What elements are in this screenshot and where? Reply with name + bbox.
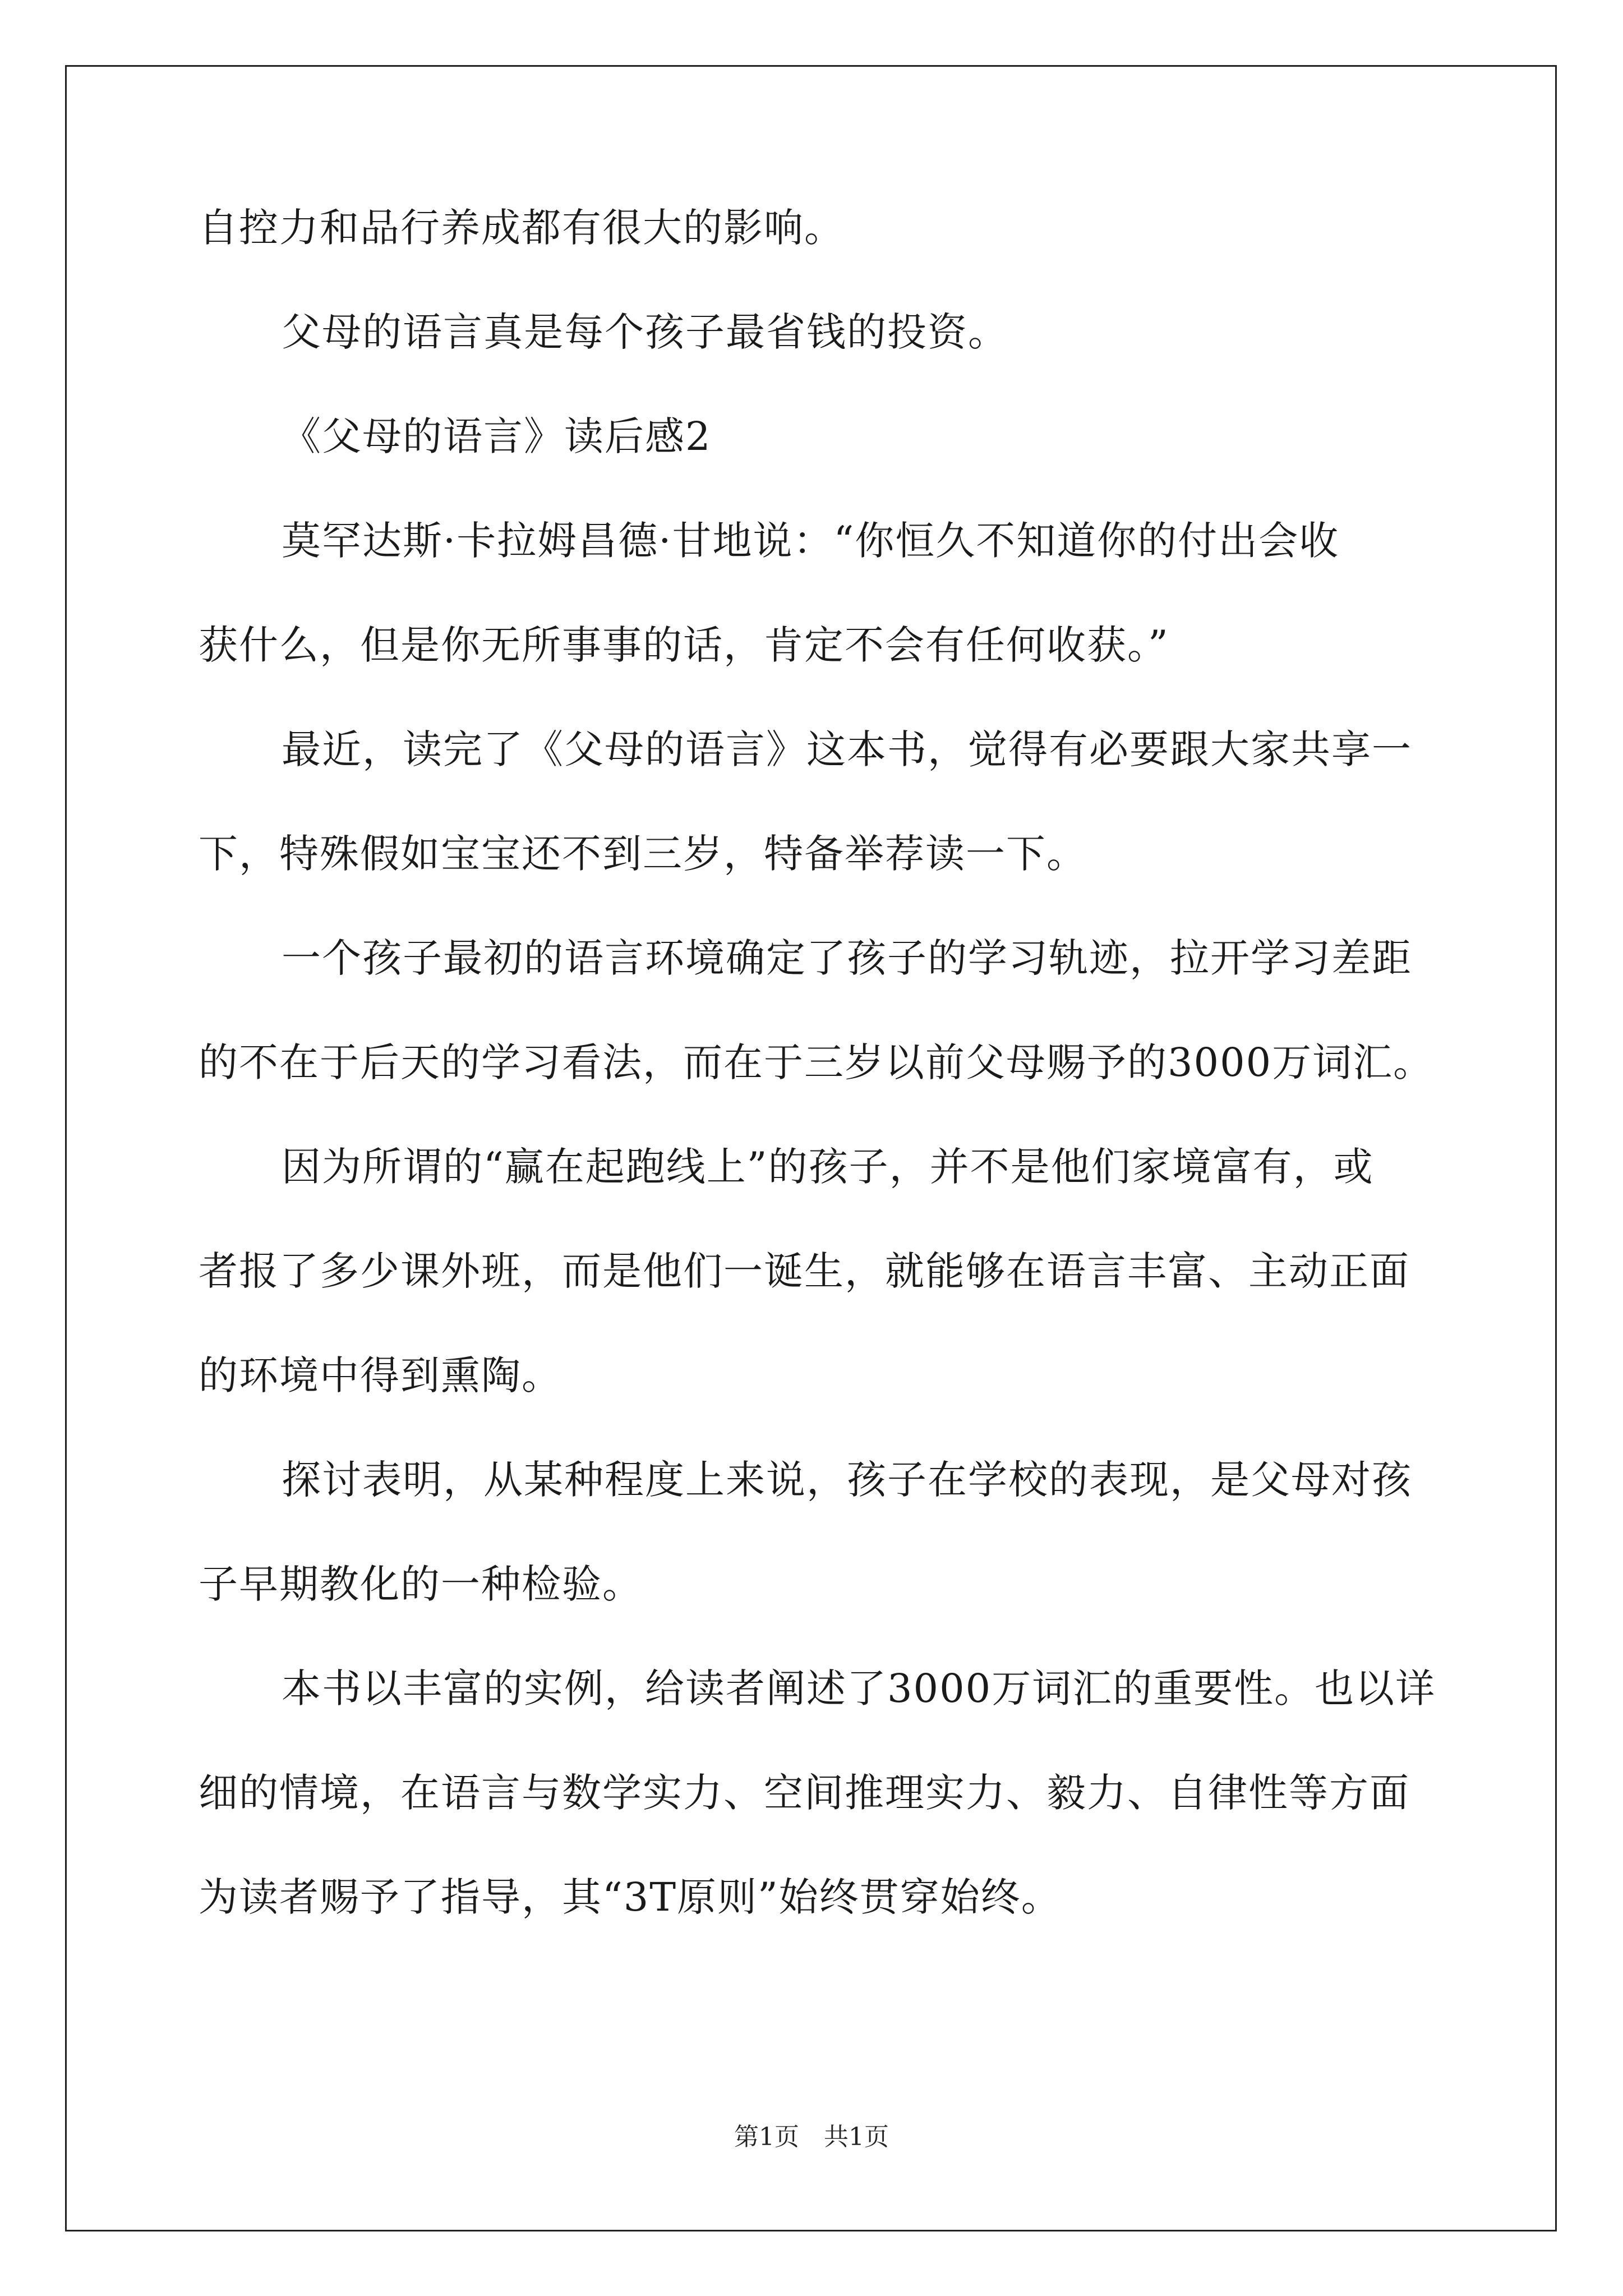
text-line: 最近，读完了《父母的语言》这本书，觉得有必要跟大家共享一: [282, 726, 1412, 772]
text-line: 获什么，但是你无所事事的话，肯定不会有任何收获。”: [199, 622, 1169, 668]
text-line: 为读者赐予了指导，其“3T原则”始终贯穿始终。: [199, 1874, 1062, 1920]
text-line: 下，特殊假如宝宝还不到三岁，特备举荐读一下。: [199, 831, 1087, 877]
text-line: 一个孩子最初的语言环境确定了孩子的学习轨迹，拉开学习差距: [282, 935, 1412, 981]
text-line: 自控力和品行养成都有很大的影响。: [199, 205, 845, 251]
page-footer: 第1页 共1页: [734, 2123, 889, 2151]
text-line: 子早期教化的一种检验。: [199, 1561, 643, 1607]
text-line: 探讨表明，从某种程度上来说，孩子在学校的表现，是父母对孩: [282, 1457, 1412, 1503]
text-line: 细的情境，在语言与数学实力、空间推理实力、毅力、自律性等方面: [199, 1770, 1410, 1816]
text-line: 因为所谓的“赢在起跑线上”的孩子，并不是他们家境富有，或: [282, 1144, 1374, 1190]
text-line: 的环境中得到熏陶。: [199, 1352, 562, 1398]
text-line: 者报了多少课外班，而是他们一诞生，就能够在语言丰富、主动正面: [199, 1248, 1410, 1294]
text-line: 的不在于后天的学习看法，而在于三岁以前父母赐予的3000万词汇。: [199, 1039, 1434, 1085]
text-line: 本书以丰富的实例，给读者阐述了3000万词汇的重要性。也以详: [282, 1665, 1436, 1711]
text-line: 父母的语言真是每个孩子最省钱的投资。: [282, 309, 1008, 355]
text-line: 莫罕达斯·卡拉姆昌德·甘地说：“你恒久不知道你的付出会收: [282, 518, 1340, 564]
section-heading: 《父母的语言》读后感2: [282, 413, 712, 459]
